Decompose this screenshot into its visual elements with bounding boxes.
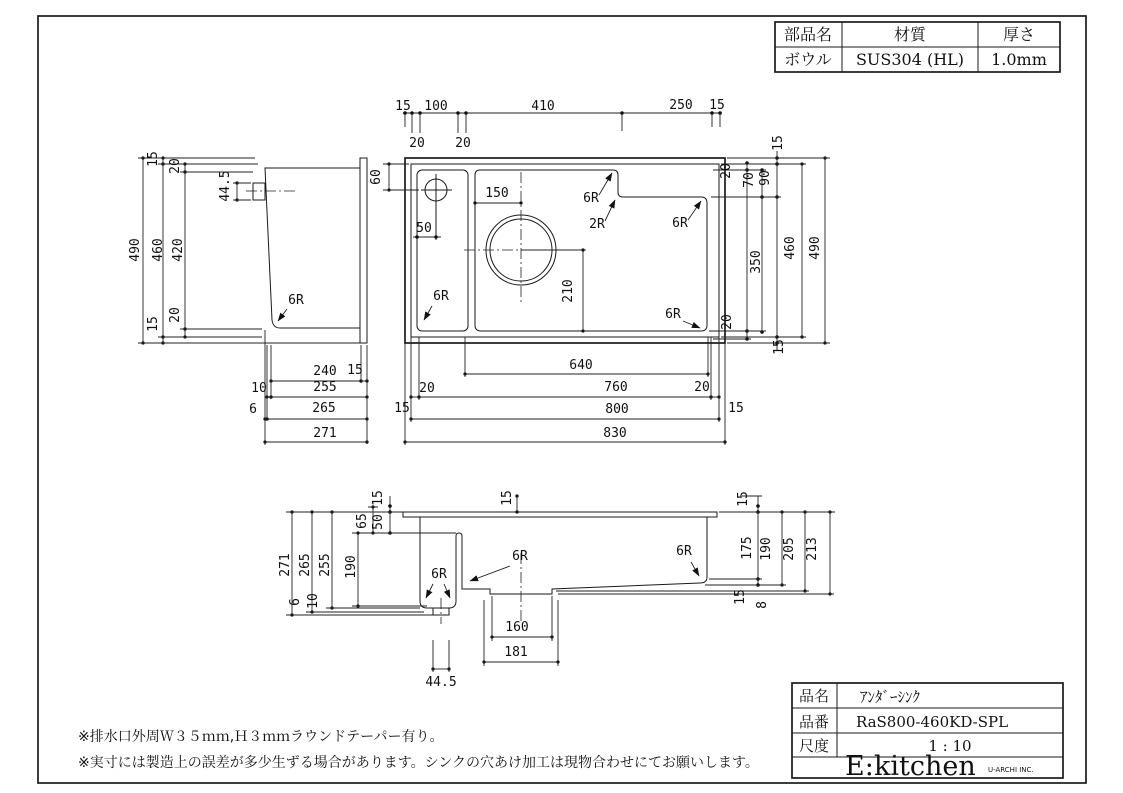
dim-bottom-760: 760 [604,380,628,395]
dim-plan-150: 150 [485,186,509,201]
dim-sec-175: 175 [740,536,755,560]
dim-right-15-top: 15 [771,135,786,151]
dim-sec-6r-right: 6R [676,544,692,559]
dim-bleft-265: 265 [312,401,336,416]
dim-top-20-a: 20 [409,136,425,151]
parts-header-thickness: 厚さ [1002,25,1036,44]
dim-right-490: 490 [808,236,823,260]
dim-top-410: 410 [531,99,555,114]
dim-top-20-b: 20 [455,136,471,151]
dim-bleft-240: 240 [313,364,337,379]
dim-side-15-top: 15 [146,151,161,167]
page-border [38,16,1086,783]
dim-bleft-271: 271 [313,426,337,441]
dim-right-90: 90 [758,170,773,186]
dim-sec-190-right: 190 [759,537,774,561]
dim-sec-213: 213 [805,537,820,561]
parts-header-material: 材質 [893,25,927,44]
dim-bleft-6: 6 [249,402,257,417]
side-view-left-chain [128,151,360,343]
dim-bottom-640: 640 [569,358,593,373]
dim-plan-210: 210 [561,279,576,303]
side-drain-boss [253,183,265,200]
dim-sec-15-bottomright: 15 [733,589,748,605]
dim-sec-190-left: 190 [344,555,359,579]
dim-plan-60: 60 [369,169,384,185]
section-view [403,512,717,624]
side-flange-bar [360,158,367,343]
section-bottom-dims [425,596,558,690]
title-label-name: 品名 [798,687,830,705]
dim-bottom-15-left: 15 [394,401,410,416]
dim-sec-271: 271 [278,553,293,577]
dim-side-420: 420 [171,238,186,262]
dim-bottom-830: 830 [603,426,627,441]
dim-side-20-bottom: 20 [168,307,183,323]
dim-sec-15-topright: 15 [736,491,751,507]
dim-sec-44-5: 44.5 [425,675,457,690]
dim-side-44-5: 44.5 [218,170,233,202]
dim-plan-6r-compartment: 6R [433,289,449,304]
title-label-number: 品番 [798,713,830,731]
dim-sec-15-topmid: 15 [500,490,515,506]
dim-plan-6r-notch: 6R [583,191,599,206]
dim-bleft-15: 15 [347,363,363,378]
plan-bottom-chain [394,337,744,445]
dim-right-20-bottom: 20 [720,314,735,330]
plan-view [369,158,725,343]
side-profile-outline [265,168,360,328]
dim-sec-10: 10 [306,593,321,609]
dim-sec-255: 255 [318,553,333,577]
note-line-2: ※実寸には製造上の誤差が多少生ずる場合があります。シンクの穴あけ加工は現物合わせにてお願いします。 [78,755,759,771]
dim-top-100: 100 [424,99,448,114]
dim-sec-6r-divider: 6R [512,549,528,564]
dim-sec-15-topleft: 15 [371,490,386,506]
note-line-1: ※排水口外周Ｗ３５ｍｍ,Ｈ３ｍｍラウンドテーパー有り。 [78,729,444,745]
dim-bottom-15-right: 15 [728,401,744,416]
side-view [218,158,367,343]
dim-side-460: 460 [151,238,166,262]
dim-plan-2r-notch: 2R [589,217,605,232]
dim-side-490: 490 [128,238,143,262]
dim-top-15-right: 15 [709,98,725,113]
dim-side-20-top: 20 [168,158,183,174]
dim-sec-265: 265 [298,553,313,577]
title-block [792,683,1063,782]
dim-sec-160: 160 [505,620,529,635]
logo-kitchen: kitchen [874,751,976,782]
dim-plan-6r-right: 6R [672,216,688,231]
dim-sec-65: 65 [355,513,370,529]
parts-header-name: 部品名 [783,25,833,44]
dim-sec-6r-channel: 6R [431,567,447,582]
dim-bleft-10: 10 [251,381,267,396]
dim-sec-50: 50 [371,514,386,530]
dim-top-250: 250 [669,98,693,113]
title-value-number: RaS800-460KD-SPL [855,713,1009,731]
notes [78,728,759,771]
dim-right-15-bottom: 15 [772,339,787,355]
section-flange [403,512,717,517]
parts-value-material: SUS304 (HL) [855,50,965,69]
dim-bottom-20-right: 20 [694,380,710,395]
plan-left-compartment [417,170,468,331]
logo-sub: U-ARCHI INC. [988,766,1034,774]
section-right-chain [556,491,835,609]
dim-right-350: 350 [749,250,764,274]
dim-right-70: 70 [742,172,757,188]
dim-bottom-20-left: 20 [419,381,435,396]
logo-prefix: E: [845,751,874,782]
section-left-chain [278,490,517,615]
title-label-scale: 尺度 [798,737,830,755]
dim-sec-205: 205 [782,537,797,561]
parts-table [775,22,1060,72]
title-value-scale: 1 : 10 [928,737,972,755]
plan-top-dimension-chain [395,98,725,151]
title-value-name: ｱﾝﾀﾞｰｼﾝｸ [859,688,921,706]
dim-plan-6r-bottom-right: 6R [665,307,681,322]
parts-value-name: ボウル [784,50,832,69]
dim-bottom-800: 800 [605,402,629,417]
dim-top-15-left: 15 [395,99,411,114]
dim-sec-181: 181 [504,645,528,660]
dim-bleft-255: 255 [313,380,337,395]
dim-right-460: 460 [783,236,798,260]
dim-side-15-bottom: 15 [146,316,161,332]
side-bottom-chain [249,330,367,445]
dim-side-6r: 6R [288,293,304,308]
dim-plan-50: 50 [416,221,432,236]
dim-sec-6: 6 [288,598,303,606]
dim-sec-8: 8 [755,601,770,609]
parts-value-thickness: 1.0mm [991,50,1047,69]
plan-right-chain [709,135,830,355]
dim-right-20-top: 20 [719,163,734,179]
